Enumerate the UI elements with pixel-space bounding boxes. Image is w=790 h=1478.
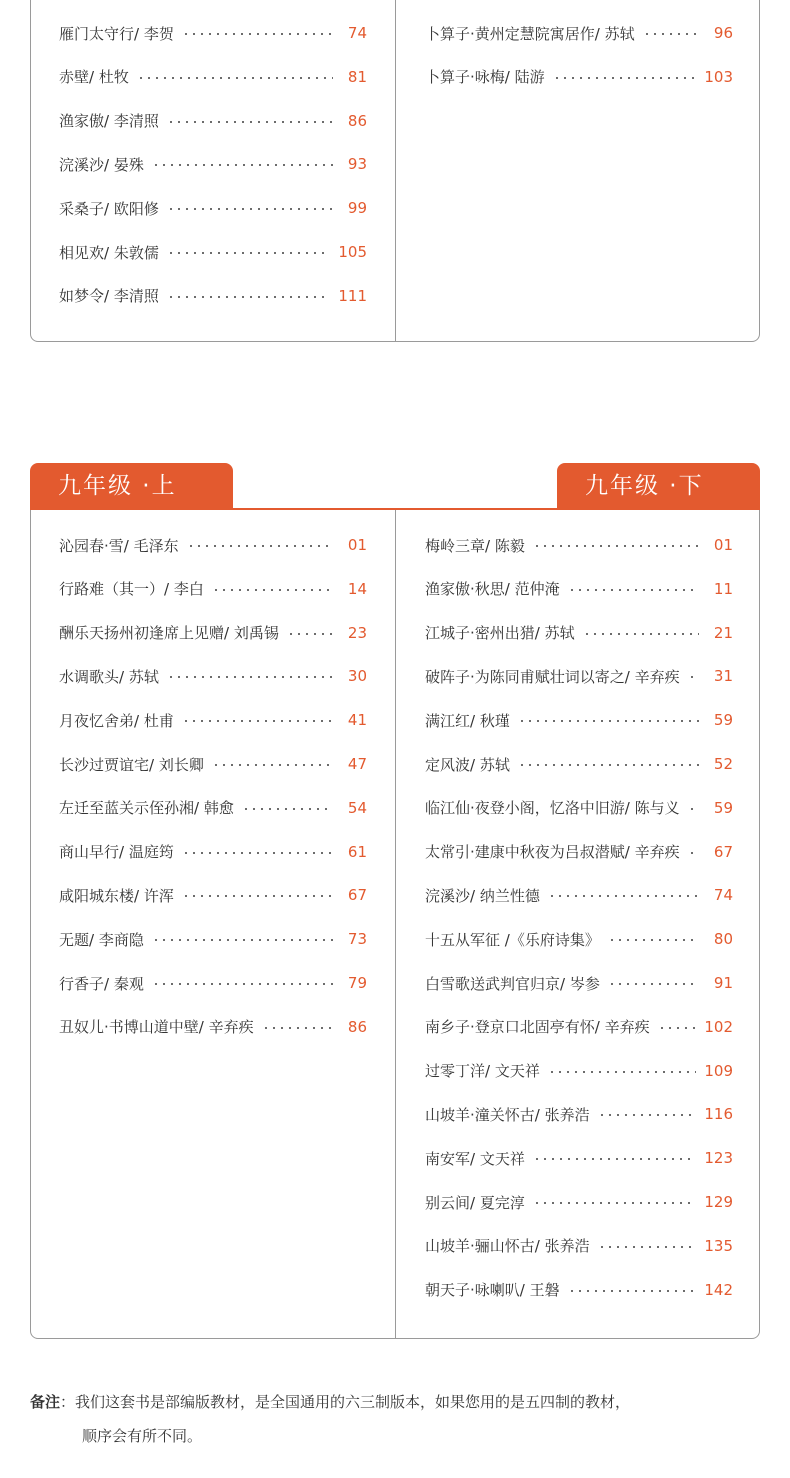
toc-entry-title: 南乡子·登京口北固亭有怀/ 辛弃疾 xyxy=(425,1018,650,1037)
toc-entry-title: 如梦令/ 李清照 xyxy=(59,287,159,306)
toc-entry-page-number: 99 xyxy=(347,199,367,218)
toc-entry-page-number: 41 xyxy=(347,711,367,730)
toc-entry-title: 渔家傲·秋思/ 范仲淹 xyxy=(425,580,560,599)
toc-entry-page-number: 30 xyxy=(347,667,367,686)
toc-entry-page-number: 52 xyxy=(713,755,733,773)
toc-entry-page-number: 135 xyxy=(704,1236,733,1255)
toc-entry-page-number: 74 xyxy=(713,886,733,905)
toc-entry-page-number: 79 xyxy=(347,974,367,992)
dot-leader xyxy=(167,121,333,123)
toc-entry xyxy=(59,752,367,776)
toc-entry xyxy=(59,664,367,688)
toc-entry xyxy=(425,971,733,995)
dot-leader xyxy=(167,296,331,298)
toc-entry-title: 山坡羊·潼关怀古/ 张养浩 xyxy=(425,1105,590,1124)
toc-entry-page-number: 67 xyxy=(713,842,733,861)
toc-entry xyxy=(59,196,367,220)
toc-entry xyxy=(59,621,367,645)
dot-leader xyxy=(598,1246,697,1248)
toc-entry-title: 水调歌头/ 苏轼 xyxy=(59,667,159,686)
toc-entry-page-number: 54 xyxy=(347,798,367,817)
dot-leader xyxy=(568,589,699,591)
dot-leader xyxy=(262,1027,333,1029)
dot-leader xyxy=(583,633,699,635)
toc-entry-page-number: 123 xyxy=(704,1149,733,1168)
toc-entry-page-number: 111 xyxy=(338,286,367,305)
toc-entry xyxy=(59,840,367,864)
toc-entry-title: 南安军/ 文天祥 xyxy=(425,1149,525,1168)
toc-entry-title: 定风波/ 苏轼 xyxy=(425,755,510,774)
toc-entry xyxy=(425,1059,733,1083)
toc-entry-page-number: 23 xyxy=(347,623,367,642)
dot-leader xyxy=(548,1071,697,1073)
toc-entry-title: 太常引·建康中秋夜为吕叔潜赋/ 辛弃疾 xyxy=(425,843,680,862)
toc-entry-title: 过零丁洋/ 文天祥 xyxy=(425,1062,540,1081)
toc-entry-page-number: 96 xyxy=(713,24,733,42)
toc-entry-title: 十五从军征 /《乐府诗集》 xyxy=(425,930,600,949)
toc-entry-title: 浣溪沙/ 纳兰性德 xyxy=(425,886,540,905)
toc-entry-page-number: 91 xyxy=(713,974,733,992)
dot-leader xyxy=(167,252,331,254)
dot-leader xyxy=(167,676,333,678)
toc-entry-title: 卜算子·咏梅/ 陆游 xyxy=(425,68,545,87)
dot-leader xyxy=(152,164,333,166)
toc-entry xyxy=(59,240,367,264)
dot-leader xyxy=(688,852,699,854)
toc-entry-page-number: 81 xyxy=(347,67,367,86)
toc-entry xyxy=(59,21,367,45)
toc-entry-page-number: 129 xyxy=(704,1193,733,1211)
toc-entry-title: 山坡羊·骊山怀古/ 张养浩 xyxy=(425,1237,590,1256)
toc-entry-title: 白雪歌送武判官归京/ 岑参 xyxy=(425,974,600,993)
dot-leader xyxy=(182,720,333,722)
toc-entry xyxy=(425,1102,733,1126)
dot-leader xyxy=(152,983,333,985)
toc-entry-title: 商山早行/ 温庭筠 xyxy=(59,843,174,862)
toc-entry-page-number: 21 xyxy=(713,623,733,642)
toc-entry-title: 无题/ 李商隐 xyxy=(59,930,144,949)
toc-entry xyxy=(425,1234,733,1258)
toc-entry-title: 丑奴儿·书博山道中壁/ 辛弃疾 xyxy=(59,1018,254,1037)
toc-entry-title: 咸阳城东楼/ 许浑 xyxy=(59,886,174,905)
toc-entry xyxy=(425,927,733,951)
dot-leader xyxy=(167,208,333,210)
toc-entry-page-number: 47 xyxy=(347,755,367,773)
tab-grade9-lower xyxy=(557,463,760,509)
toc-entry-title: 朝天子·咏喇叭/ 王磐 xyxy=(425,1281,560,1300)
dot-leader xyxy=(548,895,699,897)
dot-leader xyxy=(643,33,699,35)
toc-entry-title: 赤壁/ 杜牧 xyxy=(59,68,129,87)
toc-entry-page-number: 109 xyxy=(704,1061,733,1080)
toc-entry-page-number: 74 xyxy=(347,24,367,42)
toc-entry-page-number: 86 xyxy=(347,1017,367,1036)
toc-entry-page-number: 116 xyxy=(704,1105,733,1124)
toc-entry-title: 满江红/ 秋瑾 xyxy=(425,711,510,730)
tab-grade9-upper-label: 九年级 ·上 xyxy=(58,473,177,499)
footnote-line-1: ：我们这套书是部编版教材，是全国通用的六三制版本，如果您用的是五四制的教材， xyxy=(60,1393,631,1411)
toc-entry xyxy=(425,533,733,557)
toc-entry-page-number: 14 xyxy=(347,579,367,598)
toc-entry-page-number: 01 xyxy=(713,536,733,554)
tab-grade9-lower-label: 九年级 ·下 xyxy=(585,473,704,499)
toc-entry-page-number: 86 xyxy=(347,111,367,130)
toc-entry xyxy=(59,577,367,601)
dot-leader xyxy=(533,1158,697,1160)
dot-leader xyxy=(182,895,333,897)
dot-leader xyxy=(287,633,333,635)
dot-leader xyxy=(187,545,333,547)
footnote xyxy=(30,1385,750,1453)
toc-entry-page-number: 61 xyxy=(347,842,367,861)
toc-entry-title: 别云间/ 夏完淳 xyxy=(425,1193,525,1212)
toc-entry-title: 相见欢/ 朱敦儒 xyxy=(59,243,159,262)
dot-leader xyxy=(658,1027,697,1029)
dot-leader xyxy=(182,852,333,854)
toc-entry-page-number: 142 xyxy=(704,1280,733,1299)
dot-leader xyxy=(212,589,333,591)
dot-leader xyxy=(533,1202,697,1204)
toc-entry-title: 沁园春·雪/ 毛泽东 xyxy=(59,536,179,555)
toc-entry-page-number: 67 xyxy=(347,886,367,905)
dot-leader xyxy=(182,33,333,35)
toc-entry xyxy=(425,21,733,45)
dot-leader xyxy=(553,77,697,79)
toc-entry-title: 卜算子·黄州定慧院寓居作/ 苏轼 xyxy=(425,24,635,43)
dot-leader xyxy=(608,983,699,985)
toc-entry-title: 行路难（其一）/ 李白 xyxy=(59,580,204,599)
toc-entry-title: 雁门太守行/ 李贺 xyxy=(59,24,174,43)
footnote-line-2: 顺序会有所不同。 xyxy=(82,1427,203,1445)
toc-entry-title: 酬乐天扬州初逢席上见赠/ 刘禹锡 xyxy=(59,624,279,643)
tab-grade9-upper xyxy=(30,463,233,509)
toc-entry-title: 梅岭三章/ 陈毅 xyxy=(425,536,525,555)
toc-entry xyxy=(425,1278,733,1302)
toc-entry xyxy=(425,752,733,776)
dot-leader xyxy=(608,939,699,941)
toc-entry xyxy=(59,1015,367,1039)
toc-entry xyxy=(59,65,367,89)
dot-leader xyxy=(568,1290,697,1292)
toc-entry xyxy=(425,577,733,601)
toc-entry-page-number: 105 xyxy=(338,243,367,261)
toc-entry xyxy=(59,284,367,308)
dot-leader xyxy=(533,545,699,547)
toc-entry xyxy=(425,883,733,907)
toc-entry-title: 江城子·密州出猎/ 苏轼 xyxy=(425,624,575,643)
toc-entry-page-number: 59 xyxy=(713,711,733,730)
toc-entry-title: 破阵子·为陈同甫赋壮词以寄之/ 辛弃疾 xyxy=(425,667,680,686)
dot-leader xyxy=(152,939,333,941)
footnote-label: 备注 xyxy=(30,1393,61,1411)
toc-entry xyxy=(425,1190,733,1214)
toc-entry-page-number: 31 xyxy=(713,667,733,686)
toc-entry-title: 长沙过贾谊宅/ 刘长卿 xyxy=(59,755,204,774)
dot-leader xyxy=(518,764,699,766)
column-divider xyxy=(395,0,396,341)
dot-leader xyxy=(242,808,333,810)
toc-entry xyxy=(425,621,733,645)
toc-entry xyxy=(59,796,367,820)
toc-entry xyxy=(425,1015,733,1039)
toc-entry-title: 行香子/ 秦观 xyxy=(59,974,144,993)
toc-entry xyxy=(425,708,733,732)
toc-entry-page-number: 11 xyxy=(713,579,733,598)
toc-entry xyxy=(425,664,733,688)
toc-entry xyxy=(59,927,367,951)
tab-underline xyxy=(30,508,760,510)
dot-leader xyxy=(688,676,699,678)
toc-entry-title: 浣溪沙/ 晏殊 xyxy=(59,155,144,174)
dot-leader xyxy=(518,720,699,722)
dot-leader xyxy=(688,808,699,810)
toc-entry xyxy=(59,152,367,176)
toc-entry-page-number: 01 xyxy=(347,536,367,554)
toc-entry xyxy=(425,840,733,864)
toc-entry-page-number: 80 xyxy=(713,930,733,949)
toc-entry xyxy=(59,533,367,557)
toc-entry xyxy=(425,1146,733,1170)
toc-entry xyxy=(425,796,733,820)
dot-leader xyxy=(137,77,333,79)
toc-entry xyxy=(59,971,367,995)
toc-entry xyxy=(59,109,367,133)
toc-entry-title: 采桑子/ 欧阳修 xyxy=(59,199,159,218)
toc-entry-page-number: 102 xyxy=(704,1017,733,1036)
column-divider xyxy=(395,510,396,1338)
toc-entry-page-number: 103 xyxy=(704,67,733,86)
dot-leader xyxy=(598,1114,697,1116)
toc-entry xyxy=(59,883,367,907)
toc-entry-page-number: 73 xyxy=(347,930,367,949)
dot-leader xyxy=(212,764,333,766)
toc-entry-title: 临江仙·夜登小阁，忆洛中旧游/ 陈与义 xyxy=(425,799,680,818)
toc-entry xyxy=(425,65,733,89)
toc-entry-page-number: 93 xyxy=(347,155,367,174)
toc-entry-title: 月夜忆舍弟/ 杜甫 xyxy=(59,711,174,730)
toc-entry-title: 渔家傲/ 李清照 xyxy=(59,112,159,131)
toc-entry-title: 左迁至蓝关示侄孙湘/ 韩愈 xyxy=(59,799,234,818)
toc-entry xyxy=(59,708,367,732)
toc-entry-page-number: 59 xyxy=(713,798,733,817)
